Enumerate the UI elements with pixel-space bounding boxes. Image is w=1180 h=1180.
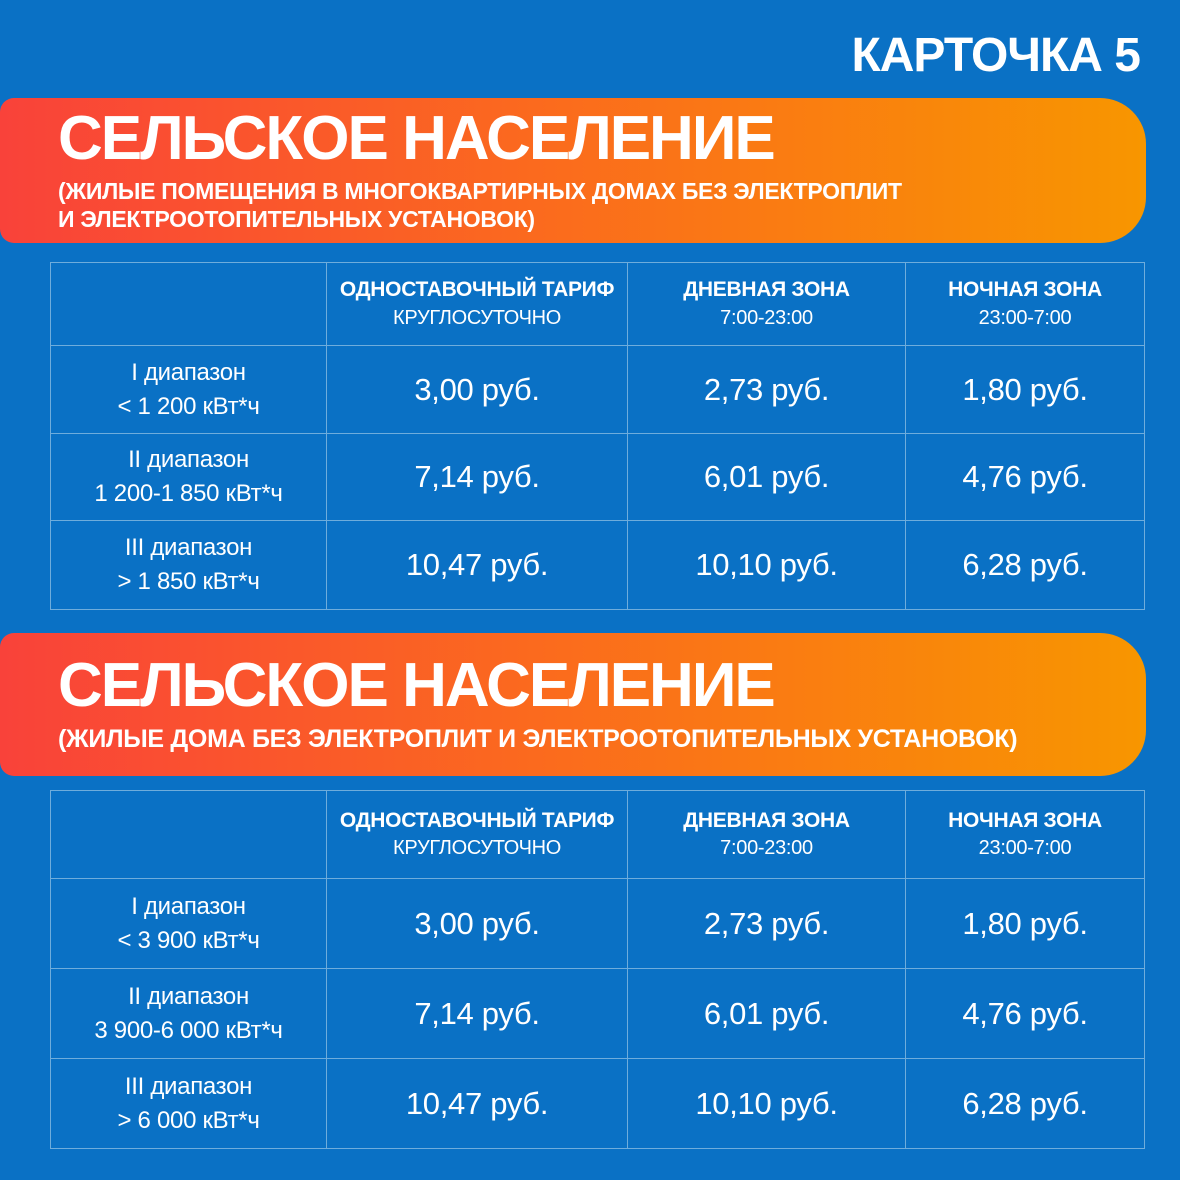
- row-header-cell: [51, 521, 327, 610]
- range-label: II диапазон: [128, 446, 249, 474]
- column-header-day: [628, 263, 906, 346]
- column-subtitle: КРУГЛОСУТОЧНО: [393, 837, 561, 860]
- column-title: ОДНОСТАВОЧНЫЙ ТАРИФ: [339, 808, 615, 832]
- column-title: ОДНОСТАВОЧНЫЙ ТАРИФ: [339, 278, 615, 302]
- section-banner-apartments: [0, 98, 1146, 243]
- section-subtitle: (ЖИЛЫЕ ПОМЕЩЕНИЯ В МНОГОКВАРТИРНЫХ ДОМАХ БЕЗ ЭЛЕКТРОПЛИТ И ЭЛЕКТРООТОПИТЕЛЬНЫХ УСТАНОВОК): [58, 177, 902, 232]
- section-banner-houses: [0, 633, 1146, 776]
- tariff-value: 7,14 руб.: [327, 969, 628, 1059]
- tariff-value: 4,76 руб.: [906, 434, 1145, 521]
- tariff-table-houses: [50, 790, 1145, 1149]
- tariff-value: 10,10 руб.: [628, 1059, 906, 1149]
- range-label: III диапазон: [124, 1072, 253, 1100]
- column-subtitle: 7:00-23:00: [720, 837, 813, 860]
- tariff-value: 10,47 руб.: [327, 1059, 628, 1149]
- range-limit: > 1 850 кВт*ч: [117, 568, 260, 595]
- column-subtitle: 7:00-23:00: [720, 306, 813, 329]
- tariff-value: 1,80 руб.: [906, 879, 1145, 969]
- table-header-row: [51, 263, 1145, 346]
- range-limit: 1 200-1 850 кВт*ч: [94, 480, 283, 507]
- table-row: [51, 434, 1145, 521]
- range-limit: < 3 900 кВт*ч: [117, 926, 260, 954]
- table-row: [51, 521, 1145, 610]
- column-subtitle: 23:00-7:00: [978, 837, 1072, 860]
- column-title: ДНЕВНАЯ ЗОНА: [683, 808, 850, 832]
- tariff-value: 4,76 руб.: [906, 969, 1145, 1059]
- range-label: I диапазон: [131, 358, 246, 386]
- row-header-cell: [51, 346, 327, 434]
- table-row: [51, 346, 1145, 434]
- card-number-label: КАРТОЧКА 5: [851, 29, 1140, 82]
- column-header-night: [906, 263, 1145, 346]
- corner-cell: [51, 791, 327, 879]
- row-header-cell: [51, 1059, 327, 1149]
- column-header-flat: [327, 791, 628, 879]
- column-header-day: [628, 791, 906, 879]
- range-limit: > 6 000 кВт*ч: [117, 1106, 260, 1134]
- range-limit: < 1 200 кВт*ч: [117, 392, 260, 420]
- row-header-cell: [51, 434, 327, 521]
- row-header-cell: [51, 879, 327, 969]
- column-title: ДНЕВНАЯ ЗОНА: [683, 278, 850, 302]
- column-title: НОЧНАЯ ЗОНА: [948, 808, 1102, 832]
- section-title: СЕЛЬСКОЕ НАСЕЛЕНИЕ: [58, 650, 774, 720]
- range-label: III диапазон: [124, 534, 253, 562]
- section-title: СЕЛЬСКОЕ НАСЕЛЕНИЕ: [58, 103, 774, 173]
- table-row: [51, 1059, 1145, 1149]
- tariff-value: 1,80 руб.: [906, 346, 1145, 434]
- row-header-cell: [51, 969, 327, 1059]
- column-title: НОЧНАЯ ЗОНА: [948, 278, 1102, 302]
- tariff-value: 7,14 руб.: [327, 434, 628, 521]
- column-subtitle: КРУГЛОСУТОЧНО: [393, 306, 561, 329]
- tariff-value: 6,01 руб.: [628, 969, 906, 1059]
- tariff-value: 6,01 руб.: [628, 434, 906, 521]
- column-subtitle: 23:00-7:00: [978, 306, 1072, 329]
- table-header-row: [51, 791, 1145, 879]
- tariff-value: 10,10 руб.: [628, 521, 906, 610]
- section-subtitle: (ЖИЛЫЕ ДОМА БЕЗ ЭЛЕКТРОПЛИТ И ЭЛЕКТРООТОПИТЕЛЬНЫХ УСТАНОВОК): [58, 724, 1018, 753]
- table-row: [51, 879, 1145, 969]
- tariff-value: 6,28 руб.: [906, 521, 1145, 610]
- tariff-value: 10,47 руб.: [327, 521, 628, 610]
- range-label: II диапазон: [128, 982, 249, 1010]
- range-label: I диапазон: [131, 892, 246, 920]
- range-limit: 3 900-6 000 кВт*ч: [94, 1016, 283, 1044]
- tariff-value: 3,00 руб.: [327, 879, 628, 969]
- tariff-table-apartments: [50, 262, 1145, 610]
- corner-cell: [51, 263, 327, 346]
- tariff-value: 6,28 руб.: [906, 1059, 1145, 1149]
- column-header-flat: [327, 263, 628, 346]
- tariff-value: 2,73 руб.: [628, 879, 906, 969]
- tariff-value: 3,00 руб.: [327, 346, 628, 434]
- table-row: [51, 969, 1145, 1059]
- column-header-night: [906, 791, 1145, 879]
- tariff-value: 2,73 руб.: [628, 346, 906, 434]
